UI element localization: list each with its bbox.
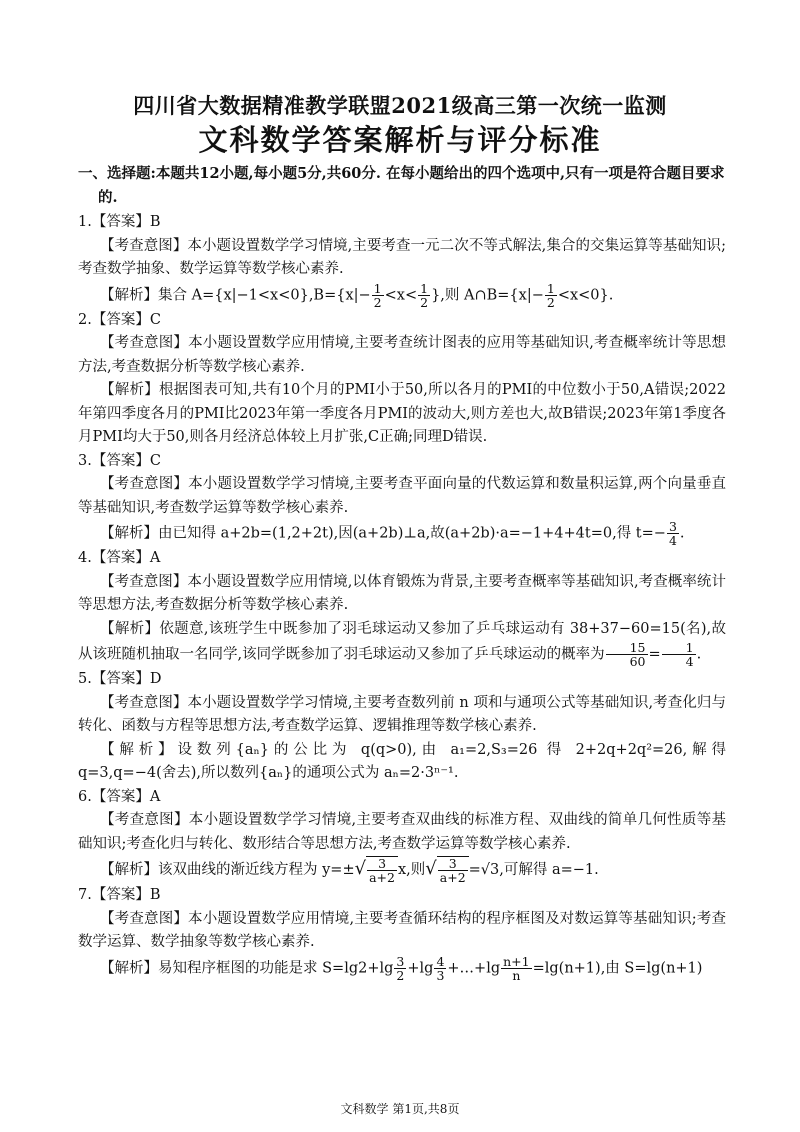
q3-frac: $\frac{3}{4}$ bbox=[668, 519, 677, 548]
q5-explanation: 【解析】设数列{aₙ}的公比为 q(q>0),由 a₁=2,S₃=26 得 2+2q+2q²=26,解得 q=3,q=−4(舍去),所以数列{aₙ}的通项公式为 aₙ=2·3ⁿ⁻¹. bbox=[78, 741, 726, 781]
q5-answer: 5.【答案】D bbox=[78, 671, 162, 687]
q3-answer: 3.【答案】C bbox=[78, 452, 161, 469]
q7-frac2: $\frac{4}{3}$ bbox=[436, 953, 445, 983]
q7-expl-a: 【解析】易知程序框图的功能是求 S=lg2+lg bbox=[100, 960, 394, 976]
q2-answer: 2.【答案】C bbox=[78, 311, 161, 328]
q1-frac2: $\frac{1}{2}$ bbox=[420, 280, 429, 310]
q3-expl-a: 【解析】由已知得 a+2b=(1,2+2t),因(a+2b)⊥a,故(a+2b)·a=−1+4+4t=0,得 t=− bbox=[100, 525, 666, 542]
q4-frac2: $\frac{1}{4}$ bbox=[662, 641, 696, 668]
q7-explanation bbox=[78, 955, 726, 982]
q6-expl-b: x,则 bbox=[397, 862, 426, 878]
q6-expl-a: 【解析】该双曲线的渐近线方程为 y=± bbox=[100, 862, 355, 878]
document-body bbox=[78, 162, 726, 982]
q3-explanation bbox=[78, 520, 726, 547]
document-title: 文科数学答案解析与评分标准 bbox=[198, 123, 602, 157]
q7-expl-c: +…+lg bbox=[447, 960, 501, 976]
q6-expl-c: =√3,可解得 a=−1. bbox=[468, 862, 599, 878]
q1-frac1: $\frac{1}{2}$ bbox=[373, 280, 382, 310]
q3-expl-b: . bbox=[679, 525, 685, 542]
q4-eq: = bbox=[648, 646, 661, 663]
q1-expl-a: 集合 A={x|−1<x<0},B={x|− bbox=[158, 287, 371, 303]
q6-sqrt1: √ $\frac{3}{a+2}$ bbox=[355, 856, 398, 884]
q2-explanation: 【解析】根据图表可知,共有10个月的PMI小于50,所以各月的PMI的中位数小于50,A错误;2022年第四季度各月的PMI比2023年第一季度各月PMI的波动大,则方差也大,故B错误;2023年第1季度各月PMI均大于50,则各月经济总体较上月扩张,C正确;同理D错误. bbox=[78, 382, 726, 445]
q4-answer: 4.【答案】A bbox=[78, 550, 161, 566]
q4-expl-b: . bbox=[696, 646, 702, 663]
q1-answer: 1.【答案】B bbox=[78, 214, 161, 230]
q6-answer: 6.【答案】A bbox=[78, 788, 161, 805]
q4-expl-a: 【解析】依题意,该班学生中既参加了羽毛球运动又参加了乒乓球运动有 38+37−60=15(名),故从该班随机抽取一名同学,该同学既参加了羽毛球运动又参加了乒乓球运动的概率为 bbox=[78, 620, 726, 663]
q6-sqrt2: √ $\frac{3}{a+2}$ bbox=[425, 856, 468, 884]
q3-intent: 【考查意图】本小题设置数学学习情境,主要考查平面向量的代数运算和数量积运算,两个向量垂直等基础知识,考查数学运算等数学核心素养. bbox=[78, 476, 726, 516]
q1-expl-c: },则 A∩B={x|− bbox=[431, 287, 544, 303]
q1-expl-d: <x<0}. bbox=[557, 287, 614, 303]
q1-explanation bbox=[78, 282, 726, 309]
q5-intent: 【考查意图】本小题设置数学学习情境,主要考查数列前 n 项和与通项公式等基础知识,考查化归与转化、函数与方程等思想方法,考查数学运算、逻辑推理等数学核心素养. bbox=[78, 694, 726, 734]
section-heading: 一、选择题:本题共12小题,每小题5分,共60分. 在每小题给出的四个选项中,只有一项是符合题目要求的. bbox=[78, 165, 725, 206]
exam-title: 四川省大数据精准教学联盟2021级高三第一次统一监测 bbox=[133, 93, 667, 118]
q7-expl-d: =lg(n+1),由 S=lg(n+1) bbox=[532, 960, 703, 976]
q1-expl-b: <x< bbox=[384, 287, 418, 303]
q1-frac3: $\frac{1}{2}$ bbox=[546, 280, 555, 310]
q7-answer: 7.【答案】B bbox=[78, 887, 161, 903]
q7-intent: 【考查意图】本小题设置数学应用情境,主要考查循环结构的程序框图及对数运算等基础知识;考查数学运算、数学抽象等数学核心素养. bbox=[78, 910, 726, 950]
q7-expl-b: +lg bbox=[407, 960, 434, 976]
q4-frac1: $\frac{15}{60}$ bbox=[606, 641, 648, 668]
q1-expl-label: 【解析】 bbox=[100, 287, 158, 303]
q7-frac1: $\frac{3}{2}$ bbox=[396, 953, 405, 983]
q4-intent: 【考查意图】本小题设置数学应用情境,以体育锻炼为背景,主要考查概率等基础知识,考查概率统计等思想方法,考查数据分析等数学核心素养. bbox=[78, 573, 726, 613]
q4-explanation bbox=[78, 618, 726, 669]
q6-intent: 【考查意图】本小题设置数学学习情境,主要考查双曲线的标准方程、双曲线的简单几何性质等基础知识;考查化归与转化、数形结合等思想方法,考查数学运算等数学核心素养. bbox=[78, 812, 726, 852]
q1-intent: 【考查意图】本小题设置数学学习情境,主要考查一元二次不等式解法,集合的交集运算等基础知识;考查数学抽象、数学运算等数学核心素养. bbox=[78, 237, 726, 277]
q7-frac3: $\frac{n+1}{n}$ bbox=[503, 953, 530, 983]
page-footer: 文科数学 第1页,共8页 bbox=[340, 1102, 460, 1116]
q6-explanation bbox=[78, 856, 726, 884]
q2-intent: 【考查意图】本小题设置数学应用情境,主要考查统计图表的应用等基础知识,考查概率统计等思想方法,考查数据分析等数学核心素养. bbox=[78, 335, 726, 375]
